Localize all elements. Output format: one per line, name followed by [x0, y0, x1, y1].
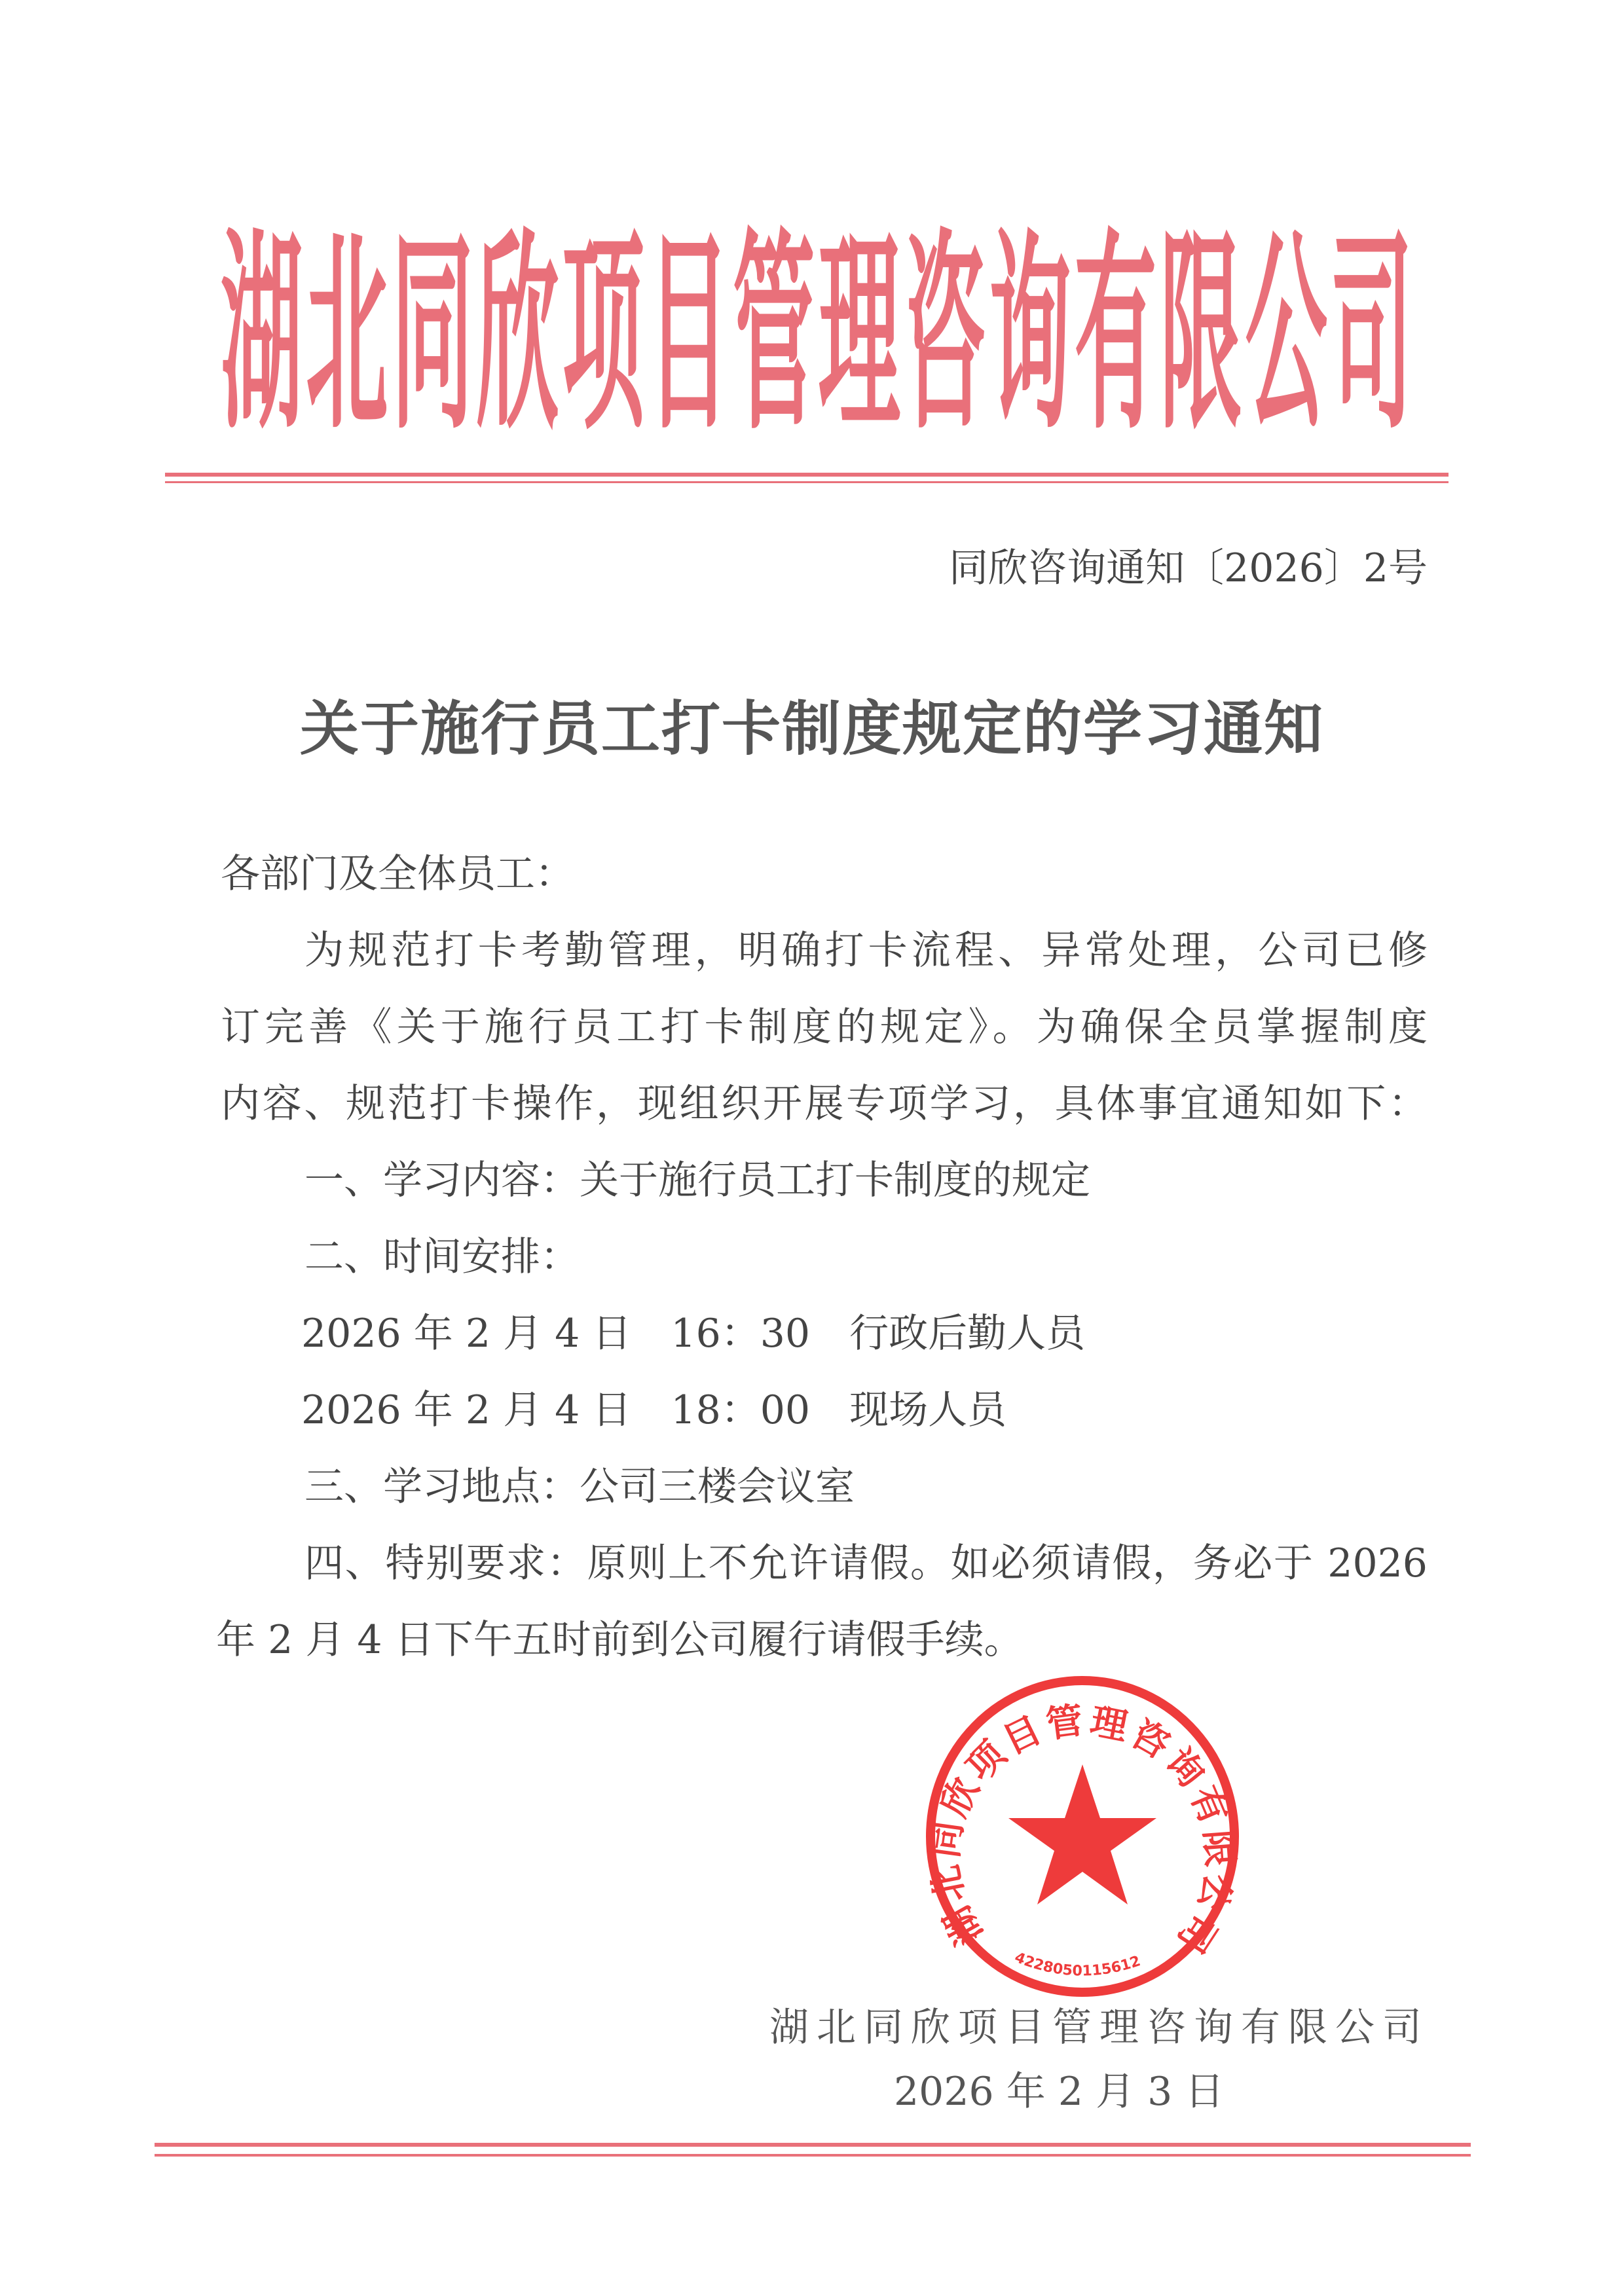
body-line: 内容、规范打卡操作，现组织开展专项学习，具体事宜通知如下：: [221, 1081, 1428, 1127]
seal-code: 4228050115612: [1012, 1949, 1143, 1980]
header-divider-thick: [165, 473, 1449, 477]
body-line: 二、时间安排：: [304, 1234, 580, 1280]
body-line: 三、学习地点：公司三楼会议室: [304, 1464, 855, 1510]
footer-divider-thick: [155, 2143, 1471, 2147]
masthead-company-name: [221, 210, 1432, 462]
company-seal: [922, 1673, 1243, 2000]
body-line: 为规范打卡考勤管理，明确打卡流程、异常处理，公司已修: [304, 928, 1428, 974]
schedule-line: 2026 年 2 月 4 日 16：30 行政后勤人员: [301, 1311, 1086, 1357]
header-divider-thin: [165, 481, 1449, 483]
seal-text: 湖北同欣项目管理咨询有限公司: [923, 1699, 1242, 1960]
body-line: 四、特别要求：原则上不允许请假。如必须请假，务必于 2026: [304, 1540, 1428, 1586]
salutation: 各部门及全体员工：: [221, 851, 574, 897]
body-line: 年 2 月 4 日下午五时前到公司履行请假手续。: [216, 1617, 1024, 1663]
document-title: 关于施行员工打卡制度规定的学习通知: [300, 694, 1324, 763]
masthead-text: 湖北同欣项目管理咨询有限公司: [221, 210, 1416, 458]
star-icon: [1008, 1764, 1156, 1904]
body-line: 一、学习内容：关于施行员工打卡制度的规定: [304, 1157, 1090, 1203]
schedule-line: 2026 年 2 月 4 日 18：00 现场人员: [301, 1387, 1007, 1433]
body-line: 订完善《关于施行员工打卡制度的规定》。为确保全员掌握制度: [221, 1004, 1428, 1050]
document-number: 同欣咨询通知〔2026〕2号: [949, 545, 1428, 591]
signature-company: 湖北同欣项目管理咨询有限公司: [769, 2005, 1430, 2050]
signature-date: 2026 年 2 月 3 日: [894, 2069, 1225, 2115]
footer-divider-thin: [155, 2154, 1471, 2157]
